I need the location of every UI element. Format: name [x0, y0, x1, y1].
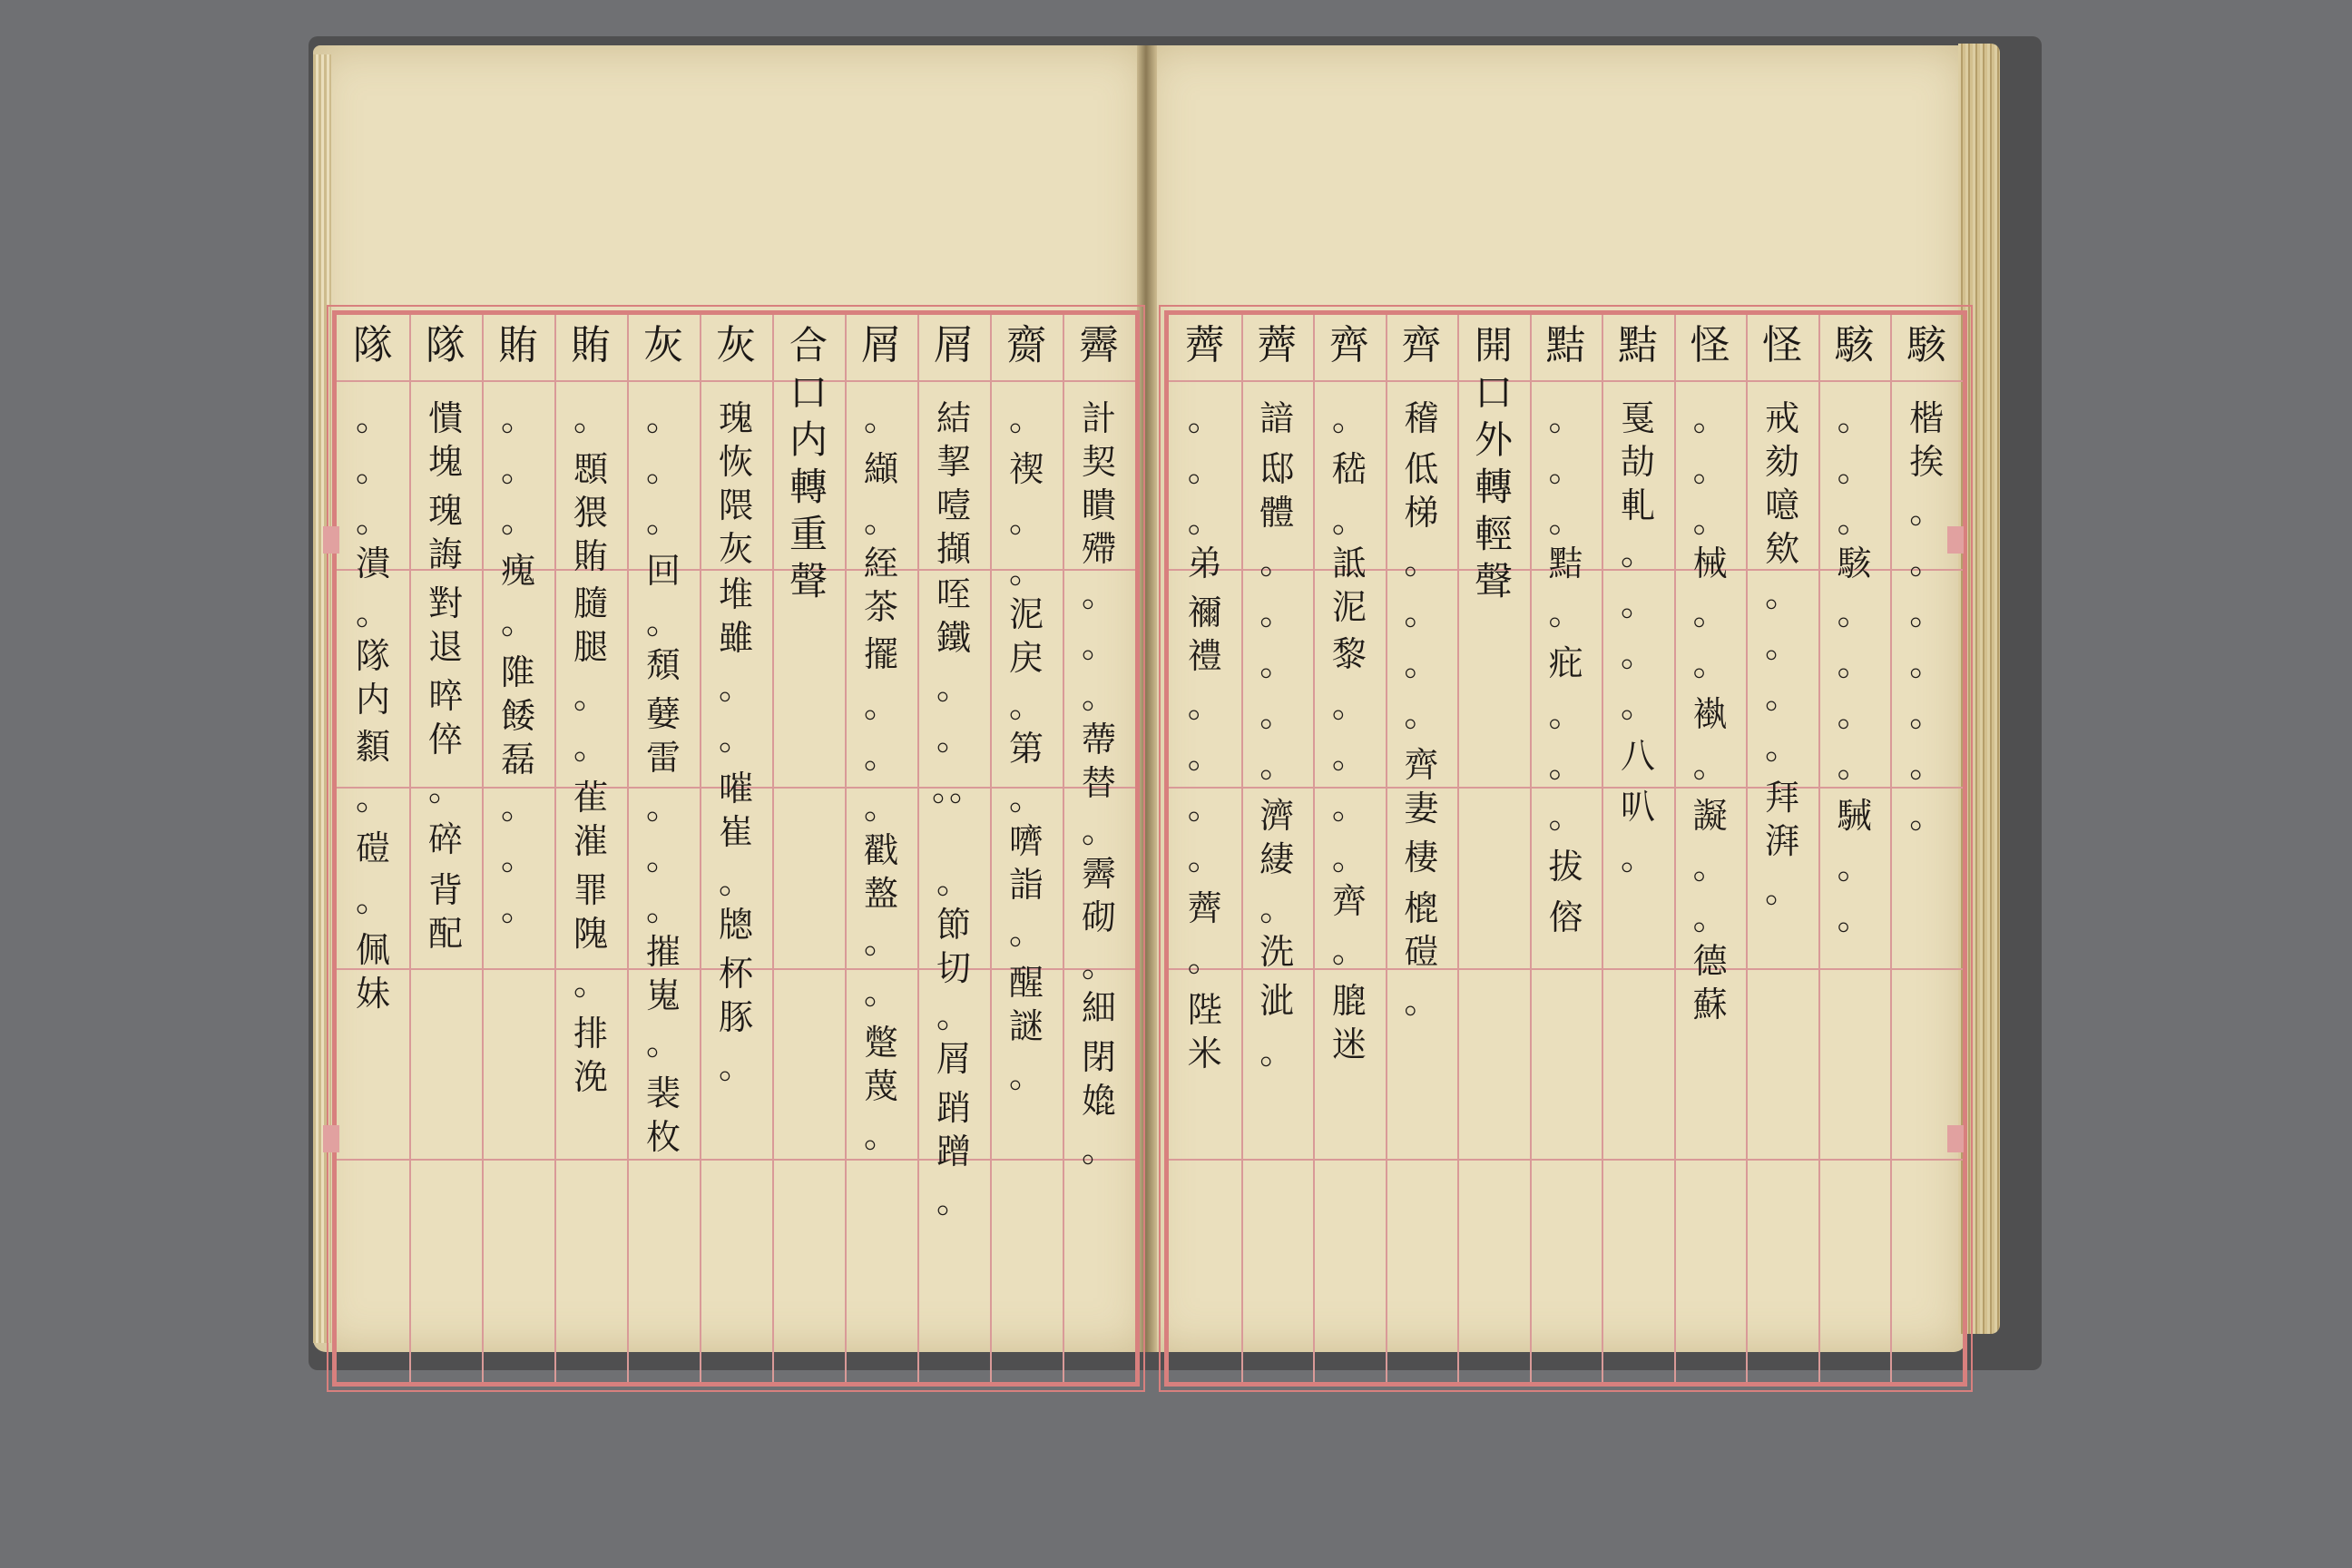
table-cell-text: 。	[355, 398, 390, 438]
table-cell-text: 。節切	[936, 861, 971, 988]
table-cell-text: 疪	[1548, 643, 1583, 683]
table-cell-text: 。	[573, 963, 608, 1003]
table-cell-text: 。	[863, 398, 898, 438]
table-row-divider	[337, 380, 1135, 382]
column-heading: 屑	[861, 322, 901, 368]
table-cell-text: 嗺崔	[718, 769, 753, 852]
table-cell-text: 。。	[932, 769, 985, 808]
table-cell-text: 。細	[1081, 945, 1116, 1028]
table-cell-text: 。	[645, 787, 681, 827]
column-heading: 薺	[1184, 322, 1225, 368]
table-cell-text: 。	[863, 921, 898, 961]
table-cell-text: 。	[500, 787, 535, 827]
table-column-divider	[1674, 315, 1676, 1382]
table-cell-text: 叭	[1621, 787, 1656, 827]
table-cell-text: 。	[1008, 912, 1044, 952]
table-cell-text: 嵇	[1331, 449, 1367, 489]
table-cell-text: 禊	[1008, 449, 1044, 489]
table-cell-text: 。	[500, 888, 535, 928]
table-cell-text: 。	[1909, 491, 1945, 531]
table-column-divider	[409, 315, 411, 1382]
column-heading: 隊	[353, 322, 393, 368]
table-cell-text: 擺	[863, 634, 898, 674]
table-cell-text: 。	[1008, 1055, 1044, 1095]
table-cell-text: 。	[1765, 676, 1800, 716]
table-cell-text: 棲	[1404, 838, 1439, 877]
table-cell-text: 八	[1621, 736, 1656, 776]
column-heading: 黠	[1545, 322, 1586, 368]
table-row-divider	[337, 1159, 1135, 1161]
book-gutter	[1137, 45, 1157, 1352]
table-cell-text: 。	[1692, 847, 1728, 887]
table-cell-text: 。	[1187, 736, 1222, 776]
column-heading: 灰	[716, 322, 756, 368]
column-heading: 黠	[1618, 322, 1659, 368]
table-cell-text: 。	[936, 1181, 971, 1220]
table-cell-text: 。弟	[1187, 500, 1222, 583]
table-cell-text: 。隊内	[355, 593, 390, 720]
table-cell-text: 。蔕替	[1081, 676, 1116, 803]
table-column-divider	[554, 315, 556, 1382]
table-cell-text: 。	[1909, 745, 1945, 785]
table-cell-text: 。	[1548, 796, 1583, 836]
table-cell-text: 。	[645, 838, 681, 877]
table-cell-text: 戒劾噫欸	[1765, 398, 1800, 569]
table-cell-text: 。	[1187, 838, 1222, 877]
table-column-divider	[627, 315, 629, 1382]
table-cell-text: 。	[718, 667, 753, 707]
table-cell-text: 。	[1331, 930, 1367, 970]
table-column-divider	[845, 315, 847, 1382]
table-cell-text: 。	[1259, 745, 1295, 785]
table-cell-text: 。洗	[1259, 888, 1295, 972]
table-cell-text: 。	[500, 838, 535, 877]
table-cell-text: 。	[1621, 685, 1656, 725]
table-column-divider	[1313, 315, 1315, 1382]
table-cell-text: 。	[1765, 574, 1800, 614]
table-cell-text: 。	[1404, 593, 1439, 632]
table-cell-text: 瑰恢隈灰	[718, 398, 753, 569]
column-heading: 齌	[1006, 322, 1046, 368]
table-cell-text: 醒謎	[1008, 963, 1044, 1046]
table-cell-text: 。詆泥	[1331, 500, 1367, 627]
column-heading: 怪	[1762, 322, 1803, 368]
table-cell-text: 戛劼軋	[1621, 398, 1656, 525]
table-cell-text: 。潰	[355, 500, 390, 583]
column-heading: 合口内轉重聲	[789, 323, 828, 603]
table-cell-text: 陮餧磊	[500, 652, 535, 779]
table-cell-text: 。第	[1008, 685, 1044, 769]
column-heading: 霽	[1079, 322, 1119, 368]
table-cell-text: 。	[1548, 398, 1583, 438]
table-cell-text: 。嚌詣	[1008, 778, 1044, 905]
table-cell-text: 計契瞶殢	[1081, 398, 1116, 569]
table-cell-text: 。	[1621, 533, 1656, 573]
table-cell-text: 碎	[427, 819, 463, 859]
table-cell-text: 膸腿	[573, 583, 608, 667]
table-cell-text: 齊妻	[1404, 745, 1439, 828]
table-cell-text: 咥鐵	[936, 574, 971, 658]
table-cell-text: 。牕	[718, 861, 753, 945]
table-column-divider	[917, 315, 919, 1382]
table-cell-text: 。	[1187, 398, 1222, 438]
table-column-divider	[1746, 315, 1748, 1382]
table-cell-text: 。頹	[645, 602, 681, 685]
table-cell-text: 顋猥賄	[573, 449, 608, 576]
table-cell-text: 蹩蔑	[863, 1023, 898, 1106]
table-cell-text: 。	[863, 685, 898, 725]
table-cell-text: 。	[1837, 449, 1872, 489]
table-cell-text: 。	[645, 1023, 681, 1063]
table-cell-text: 。	[645, 449, 681, 489]
table-cell-text: 。黠	[1548, 500, 1583, 583]
right-border-ear	[1947, 1125, 1964, 1152]
table-cell-text: 裴枚	[645, 1073, 681, 1157]
table-cell-text: 。	[1909, 643, 1945, 683]
table-cell-text: 結挈噎擷	[936, 398, 971, 569]
table-cell-text: 。絰茶	[863, 500, 898, 627]
table-cell-text: 。	[573, 676, 608, 716]
table-cell-text: 。	[1008, 398, 1044, 438]
table-cell-text: 。	[355, 778, 390, 818]
table-column-divider	[1063, 315, 1064, 1382]
table-column-divider	[772, 315, 774, 1382]
table-cell-text: 。	[355, 449, 390, 489]
table-column-divider	[1530, 315, 1532, 1382]
table-column-divider	[1890, 315, 1892, 1382]
table-cell-text: 㮰磑	[1404, 888, 1439, 972]
table-cell-text: 褹	[1692, 694, 1728, 734]
column-heading: 薺	[1257, 322, 1298, 368]
table-cell-text: 。	[718, 1046, 753, 1086]
table-cell-text: 。	[1621, 583, 1656, 623]
table-cell-text: 回	[645, 551, 681, 591]
table-cell-text: 。	[1621, 838, 1656, 877]
table-cell-text: 罪隗	[573, 870, 608, 954]
table-cell-text: 。	[1259, 542, 1295, 582]
table-column-divider	[1386, 315, 1387, 1382]
table-cell-text: 。	[1765, 625, 1800, 665]
table-cell-text: 。	[1692, 643, 1728, 683]
table-cell-text: 禰禮	[1187, 593, 1222, 676]
table-cell-text: 泚	[1259, 981, 1295, 1021]
table-cell-text: 楷挨	[1909, 398, 1945, 482]
table-cell-text: 磑	[355, 828, 390, 868]
table-cell-text: 。	[863, 736, 898, 776]
table-cell-text: 。	[1404, 643, 1439, 683]
table-cell-text: 。	[500, 602, 535, 642]
table-column-divider	[1818, 315, 1820, 1382]
table-cell-text: 。	[500, 449, 535, 489]
table-cell-text: 譺	[1692, 796, 1728, 836]
table-cell-text: 。	[573, 727, 608, 767]
table-cell-text: 。霽砌	[1081, 810, 1116, 937]
table-cell-text: 。	[1909, 593, 1945, 632]
table-cell-text: 。齊	[1331, 838, 1367, 921]
table-cell-text: 背配	[427, 870, 463, 954]
table-cell-text: 。	[1692, 745, 1728, 785]
table-cell-text: 拔	[1548, 847, 1583, 887]
table-cell-text: 。	[1692, 593, 1728, 632]
table-cell-text: 。	[573, 398, 608, 438]
table-column-divider	[1241, 315, 1243, 1382]
table-cell-text: 。	[1548, 745, 1583, 785]
table-cell-text: 。	[1259, 1032, 1295, 1072]
table-cell-text: 低梯	[1404, 449, 1439, 533]
table-cell-text: 。	[1259, 593, 1295, 632]
table-column-divider	[482, 315, 484, 1382]
table-cell-text: 黎	[1331, 634, 1367, 674]
table-cell-text: 陛米	[1187, 990, 1222, 1073]
column-heading: 齊	[1328, 322, 1369, 368]
column-heading: 灰	[643, 322, 683, 368]
table-cell-text: 雈漼	[573, 778, 608, 861]
table-cell-text: 。德蘇	[1692, 897, 1728, 1024]
table-cell-text: 。戳盩	[863, 787, 898, 914]
table-cell-text: 。	[1081, 574, 1116, 614]
table-cell-text: 稽	[1404, 398, 1439, 438]
left-border-ear	[323, 526, 339, 554]
column-heading: 賄	[571, 322, 611, 368]
table-cell-text: 杯豚	[718, 954, 753, 1037]
table-cell-text: 。屑	[936, 995, 971, 1079]
column-heading: 齊	[1401, 322, 1442, 368]
table-cell-text: 薺	[1187, 888, 1222, 928]
left-border-ear	[323, 1125, 339, 1152]
table-cell-text: 。	[500, 398, 535, 438]
table-cell-text: 。	[1331, 787, 1367, 827]
table-cell-text: 膍迷	[1331, 981, 1367, 1064]
table-column-divider	[990, 315, 992, 1382]
table-cell-text: 纇	[355, 727, 390, 767]
table-cell-text: 。	[1837, 694, 1872, 734]
table-cell-text: 。	[1331, 685, 1367, 725]
table-column-divider	[1602, 315, 1603, 1382]
table-cell-text: 。	[645, 500, 681, 540]
table-cell-text: 。	[1187, 449, 1222, 489]
table-cell-text: 。	[1331, 398, 1367, 438]
table-cell-text: 。	[1837, 398, 1872, 438]
table-cell-text: 。	[1548, 694, 1583, 734]
table-cell-text: 邸體	[1259, 449, 1295, 533]
table-cell-text: 。	[863, 972, 898, 1012]
table-cell-text: 憒塊	[427, 398, 463, 482]
table-cell-text: 。	[1909, 694, 1945, 734]
table-cell-text: 。	[427, 769, 463, 808]
column-heading: 怪	[1690, 322, 1730, 368]
table-cell-text: 。	[1765, 727, 1800, 767]
table-cell-text: 。	[1187, 685, 1222, 725]
right-page-table	[1164, 310, 1967, 1387]
table-cell-text: 瑰誨	[427, 491, 463, 574]
table-cell-text: 。	[1837, 593, 1872, 632]
table-cell-text: 瘣	[500, 551, 535, 591]
table-cell-text: 。	[1081, 1130, 1116, 1170]
column-heading: 開口外轉輕聲	[1474, 323, 1513, 603]
left-page-table	[332, 310, 1140, 1387]
column-heading: 賄	[498, 322, 538, 368]
table-cell-text: 。	[1259, 643, 1295, 683]
table-cell-text: 。	[1909, 796, 1945, 836]
table-row-divider	[1169, 787, 1963, 789]
table-cell-text: 。	[1692, 449, 1728, 489]
table-cell-text: 。摧嵬	[645, 888, 681, 1015]
table-cell-text: 。械	[1692, 500, 1728, 583]
column-heading: 駭	[1906, 322, 1947, 368]
table-cell-text: 傛	[1548, 897, 1583, 937]
table-cell-text: 。	[1187, 939, 1222, 979]
table-cell-text: 濟緀	[1259, 796, 1295, 879]
table-cell-text: 㜸雷	[645, 694, 681, 778]
table-cell-text: 踃蹭	[936, 1088, 971, 1171]
table-cell-text: 晬倅	[427, 676, 463, 760]
table-cell-text: 。	[1331, 736, 1367, 776]
table-cell-text: 。	[1765, 870, 1800, 910]
table-column-divider	[700, 315, 701, 1382]
table-cell-text: 。	[718, 718, 753, 758]
column-heading: 隊	[426, 322, 466, 368]
table-cell-text: 拜湃	[1765, 778, 1800, 861]
table-row-divider	[1169, 380, 1963, 382]
table-cell-text: 。	[1008, 500, 1044, 540]
table-cell-text: 。	[1909, 542, 1945, 582]
column-heading: 駭	[1834, 322, 1875, 368]
table-cell-text: 。	[1187, 787, 1222, 827]
table-cell-text: 。	[1404, 694, 1439, 734]
table-cell-text: 。	[1259, 694, 1295, 734]
right-border-ear	[1947, 526, 1964, 554]
table-cell-text: 。	[645, 398, 681, 438]
table-cell-text: 諳	[1259, 398, 1295, 438]
column-heading: 屑	[934, 322, 974, 368]
table-cell-text: 。駭	[1837, 500, 1872, 583]
table-cell-text: 。	[1837, 897, 1872, 937]
table-cell-text: 。	[1548, 593, 1583, 632]
table-cell-text: 。	[1081, 625, 1116, 665]
table-cell-text: 駴	[1837, 796, 1872, 836]
table-cell-text: 。	[1837, 745, 1872, 785]
table-cell-text: 。	[1837, 847, 1872, 887]
table-cell-text: 。泥戻	[1008, 551, 1044, 678]
table-cell-text: 。	[500, 500, 535, 540]
table-cell-text: 。	[1404, 981, 1439, 1021]
table-cell-text: 佩妹	[355, 930, 390, 1014]
table-cell-text: 。	[936, 718, 971, 758]
table-column-divider	[1457, 315, 1459, 1382]
table-row-divider	[1169, 1159, 1963, 1161]
table-cell-text: 。	[1692, 398, 1728, 438]
table-cell-text: 閉嫓	[1081, 1037, 1116, 1121]
table-cell-text: 。	[1621, 634, 1656, 674]
table-cell-text: 。	[1548, 449, 1583, 489]
table-cell-text: 。	[863, 1115, 898, 1155]
table-cell-text: 。	[936, 667, 971, 707]
table-cell-text: 對退	[427, 583, 463, 667]
table-cell-text: 。	[1404, 542, 1439, 582]
table-cell-text: 。	[1837, 643, 1872, 683]
table-cell-text: 堆雖	[718, 574, 753, 658]
table-cell-text: 排浼	[573, 1014, 608, 1097]
table-cell-text: 。	[355, 879, 390, 919]
table-cell-text: 纈	[863, 449, 898, 489]
